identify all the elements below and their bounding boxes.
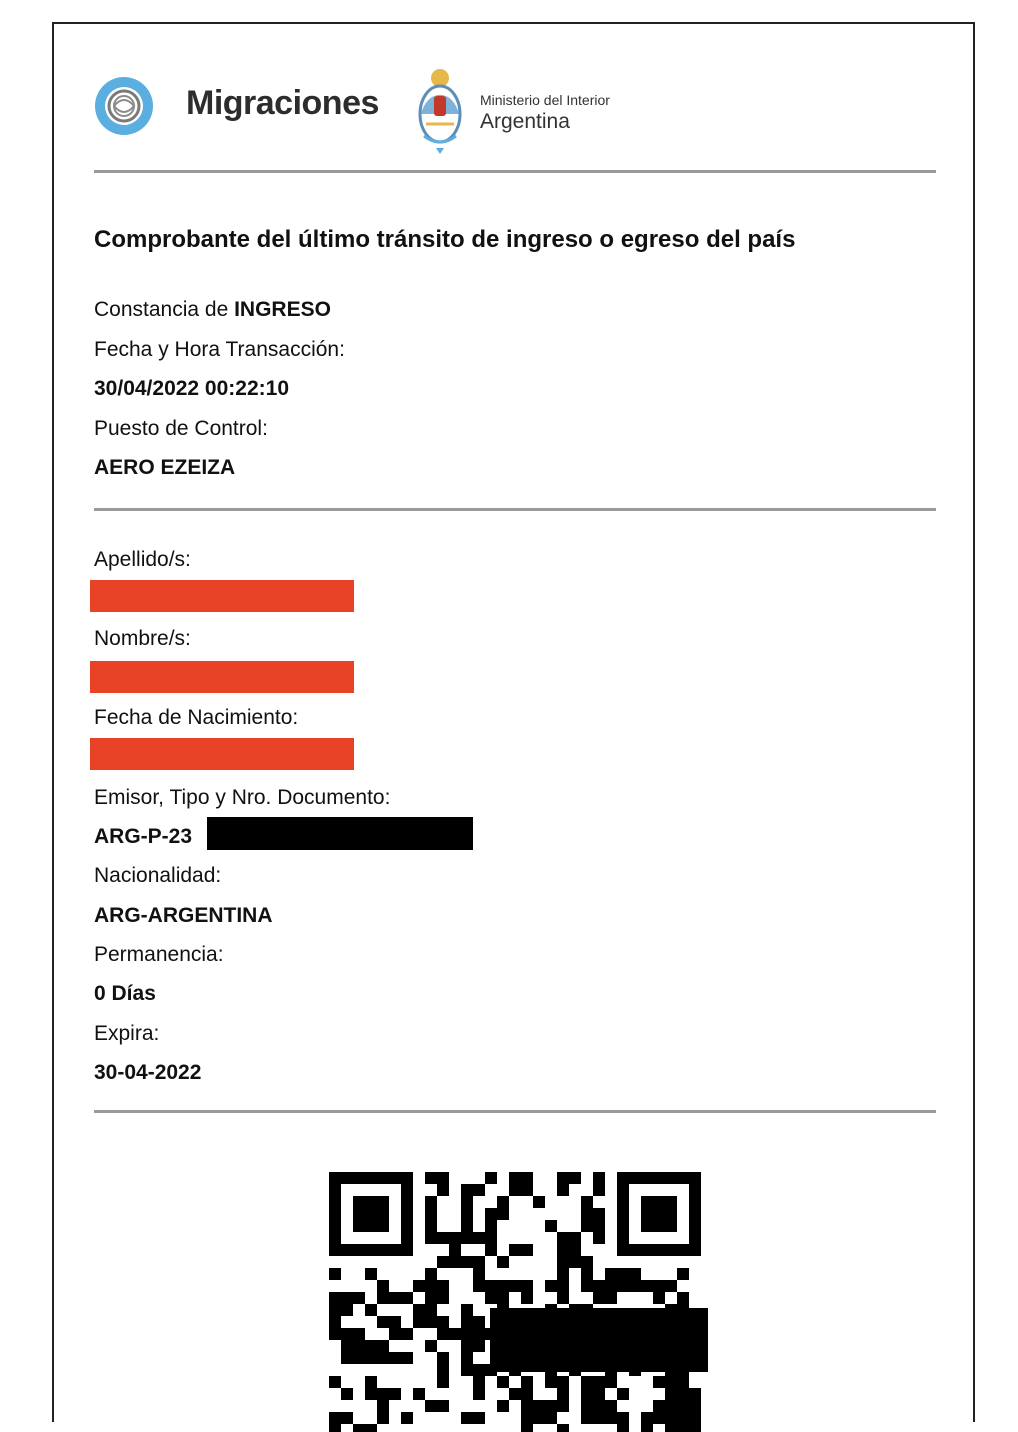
nacionalidad-value: ARG-ARGENTINA — [94, 904, 273, 927]
apellido-redaction — [90, 580, 354, 612]
qr-code-icon — [329, 1172, 705, 1432]
ministry-line-2: Argentina — [480, 110, 570, 133]
fecha-value: 30/04/2022 00:22:10 — [94, 377, 289, 400]
constancia-type: INGRESO — [234, 298, 331, 321]
documento-value: ARG-P-23 — [94, 825, 193, 848]
permanencia-value: 0 Días — [94, 982, 156, 1005]
nacionalidad-label: Nacionalidad: — [94, 864, 222, 887]
nombre-label: Nombre/s: — [94, 627, 191, 650]
document-title: Comprobante del último tránsito de ingreso o egreso del país — [94, 226, 796, 253]
permanencia-label: Permanencia: — [94, 943, 224, 966]
puesto-label: Puesto de Control: — [94, 417, 268, 440]
expira-label: Expira: — [94, 1022, 160, 1045]
documento-redaction — [207, 817, 473, 850]
fecha-label: Fecha y Hora Transacción: — [94, 338, 345, 361]
divider — [94, 1110, 936, 1113]
documento-label: Emisor, Tipo y Nro. Documento: — [94, 786, 391, 809]
nacimiento-redaction — [90, 738, 354, 770]
constancia-prefix: Constancia de — [94, 298, 235, 321]
ministry-line-1: Ministerio del Interior — [480, 92, 610, 108]
qr-redaction — [490, 1308, 708, 1372]
coat-of-arms-icon — [416, 66, 464, 154]
document-card — [52, 22, 975, 1422]
divider — [94, 170, 936, 173]
migraciones-logo-icon — [94, 76, 154, 136]
expira-value: 30-04-2022 — [94, 1061, 202, 1084]
header — [94, 66, 654, 156]
puesto-value: AERO EZEIZA — [94, 456, 236, 479]
nombre-redaction — [90, 661, 354, 693]
constancia-line — [94, 298, 331, 322]
brand-name: Migraciones — [186, 84, 379, 122]
apellido-label: Apellido/s: — [94, 548, 191, 571]
divider — [94, 508, 936, 511]
nacimiento-label: Fecha de Nacimiento: — [94, 706, 299, 729]
